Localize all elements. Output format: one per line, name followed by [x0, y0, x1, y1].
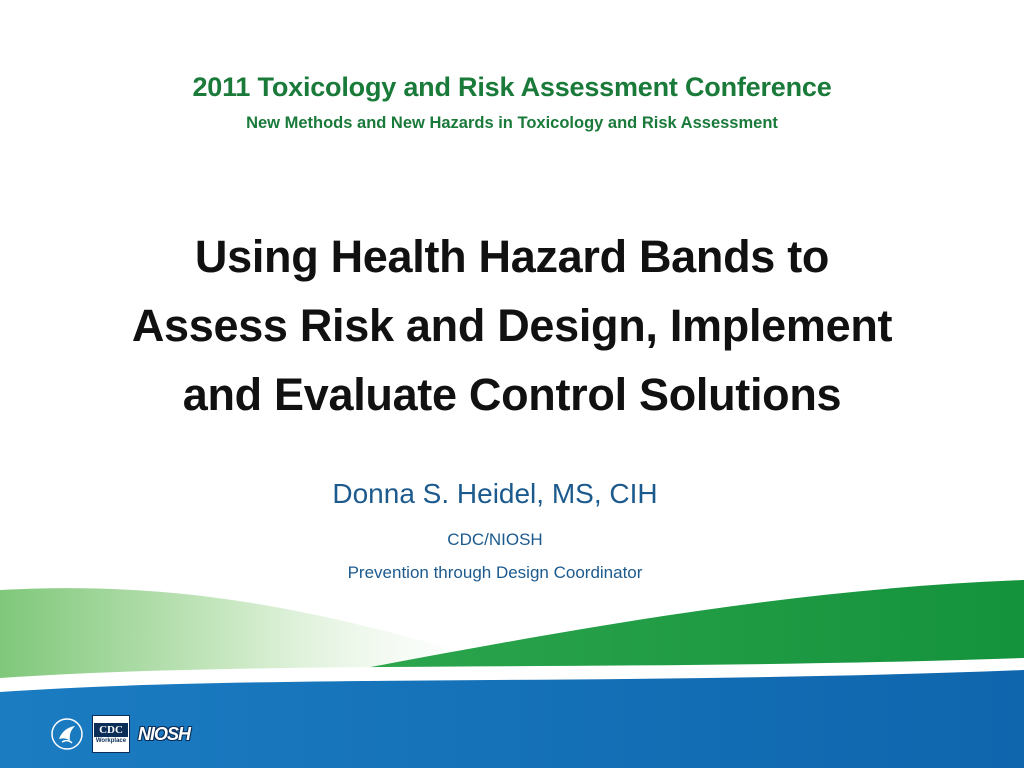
hhs-eagle-icon [50, 717, 84, 751]
cdc-logo-label: CDC [94, 723, 128, 737]
conference-title: 2011 Toxicology and Risk Assessment Conference [192, 72, 832, 102]
title-line-2: Assess Risk and Design, Implement [131, 300, 893, 351]
presenter-organization: CDC/NIOSH [447, 530, 543, 549]
title-line-3: and Evaluate Control Solutions [182, 369, 842, 420]
presentation-title [60, 222, 964, 429]
niosh-logo: NIOSH [138, 723, 191, 744]
cdc-workplace-logo [92, 715, 130, 753]
presenter-name: Donna S. Heidel, MS, CIH [332, 478, 658, 509]
title-line-1: Using Health Hazard Bands to [194, 231, 830, 282]
presenter-role: Prevention through Design Coordinator [347, 563, 643, 582]
footer-logos [50, 714, 190, 754]
cdc-logo-sub: Workplace [95, 738, 127, 744]
conference-subtitle: New Methods and New Hazards in Toxicology and Risk Assessment [246, 114, 778, 132]
